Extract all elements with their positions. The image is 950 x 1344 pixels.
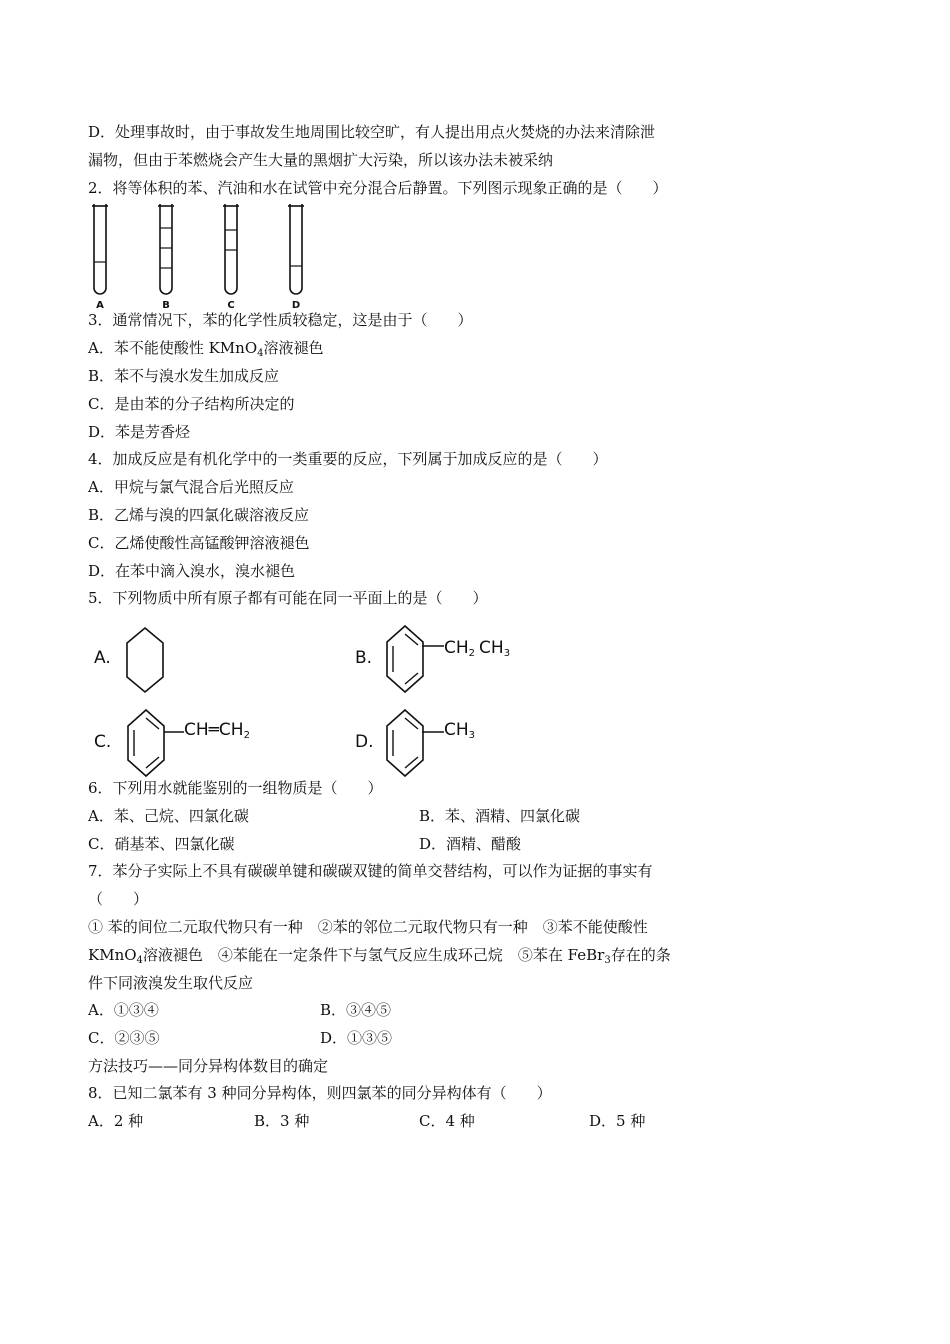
question-2: 2．将等体积的苯、汽油和水在试管中充分混合后静置。下列图示现象正确的是（ ） (88, 179, 668, 197)
test-tube-b (158, 204, 174, 298)
q8-option-b: B．3 种 (254, 1112, 310, 1130)
test-tube-c (223, 204, 239, 298)
struct-b-letter: B. (355, 648, 373, 668)
q7-option-a: A．①③④ (88, 1001, 159, 1019)
question-3: 3．通常情况下，苯的化学性质较稳定，这是由于（ ） (88, 311, 473, 329)
question-8: 8．已知二氯苯有 3 种同分异构体，则四氯苯的同分异构体有（ ） (88, 1084, 552, 1102)
vinyl-group-label: $CH═CH_2$ (184, 720, 250, 741)
struct-d-letter: D. (355, 732, 374, 752)
methyl-bond (422, 728, 444, 738)
ethyl-bond (422, 642, 444, 652)
q4-option-a: A．甲烷与氯气混合后光照反应 (88, 478, 294, 496)
tube-label-d: D (291, 300, 301, 311)
test-tube-figure (86, 204, 346, 316)
test-tube-d (288, 204, 304, 298)
toluene-ring (383, 708, 427, 778)
q6-option-d: D．酒精、醋酸 (419, 835, 522, 853)
cyclohexane-structure (124, 626, 166, 694)
methyl-group-label: $CH_3$ (444, 720, 476, 741)
section-heading: 方法技巧——同分异构体数目的确定 (88, 1057, 329, 1075)
q4-option-d: D．在苯中滴入溴水，溴水褪色 (88, 562, 296, 580)
q8-option-a: A．2 种 (88, 1112, 144, 1130)
q4-option-c: C．乙烯使酸性高锰酸钾溶液褪色 (88, 534, 310, 552)
q3-option-b: B．苯不与溴水发生加成反应 (88, 367, 280, 385)
question-6: 6．下列用水就能鉴别的一组物质是（ ） (88, 779, 383, 797)
question-4: 4．加成反应是有机化学中的一类重要的反应，下列属于加成反应的是（ ） (88, 450, 608, 468)
q6-option-c: C．硝基苯、四氯化碳 (88, 835, 235, 853)
q7-option-b: B．③④⑤ (320, 1001, 392, 1019)
q3-option-c: C．是由苯的分子结构所决定的 (88, 395, 295, 413)
q6-option-a: A．苯、己烷、四氯化碳 (88, 807, 249, 825)
q3-option-a: A．苯不能使酸性 KMnO$_4$溶液褪色 (88, 339, 324, 359)
q8-option-d: D．5 种 (589, 1112, 646, 1130)
line-d-option-cont: D．处理事故时，由于事故发生地周围比较空旷，有人提出用点火焚烧的办法来清除泄 (88, 123, 656, 141)
q7-statements-2: KMnO$_4$溶液褪色 ④苯能在一定条件下与氢气反应生成环己烷 ⑤苯在 FeBr$_3$存在的条 (88, 946, 671, 966)
styrene-ring (124, 708, 168, 778)
ethylbenzene-ring (383, 624, 427, 694)
struct-a-letter: A. (94, 648, 111, 668)
tube-label-a: A (96, 300, 104, 311)
test-tube-a (92, 204, 108, 298)
q7-option-d: D．①③⑤ (320, 1029, 393, 1047)
q6-option-b: B．苯、酒精、四氯化碳 (419, 807, 581, 825)
question-5: 5．下列物质中所有原子都有可能在同一平面上的是（ ） (88, 589, 488, 607)
line-d-option-cont2: 漏物，但由于苯燃烧会产生大量的黑烟扩大污染，所以该办法未被采纳 (88, 151, 554, 169)
q3-option-d: D．苯是芳香烃 (88, 423, 191, 441)
tube-label-b: B (162, 300, 170, 311)
q8-option-c: C．4 种 (419, 1112, 475, 1130)
question-7-blank: （ ） (88, 890, 149, 908)
tube-label-c: C (227, 300, 235, 311)
vinyl-bond (164, 728, 184, 738)
q7-option-c: C．②③⑤ (88, 1029, 160, 1047)
struct-c-letter: C. (94, 732, 112, 752)
q7-statements-3: 件下同液溴发生取代反应 (88, 974, 254, 992)
q4-option-b: B．乙烯与溴的四氯化碳溶液反应 (88, 506, 310, 524)
question-7: 7．苯分子实际上不具有碳碳单键和碳碳双键的简单交替结构，可以作为证据的事实有 (88, 862, 653, 880)
q7-statements-1: ① 苯的间位二元取代物只有一种 ②苯的邻位二元取代物只有一种 ③苯不能使酸性 (88, 918, 648, 936)
ethyl-group-label: $CH_2$ $CH_3$ (444, 638, 511, 659)
